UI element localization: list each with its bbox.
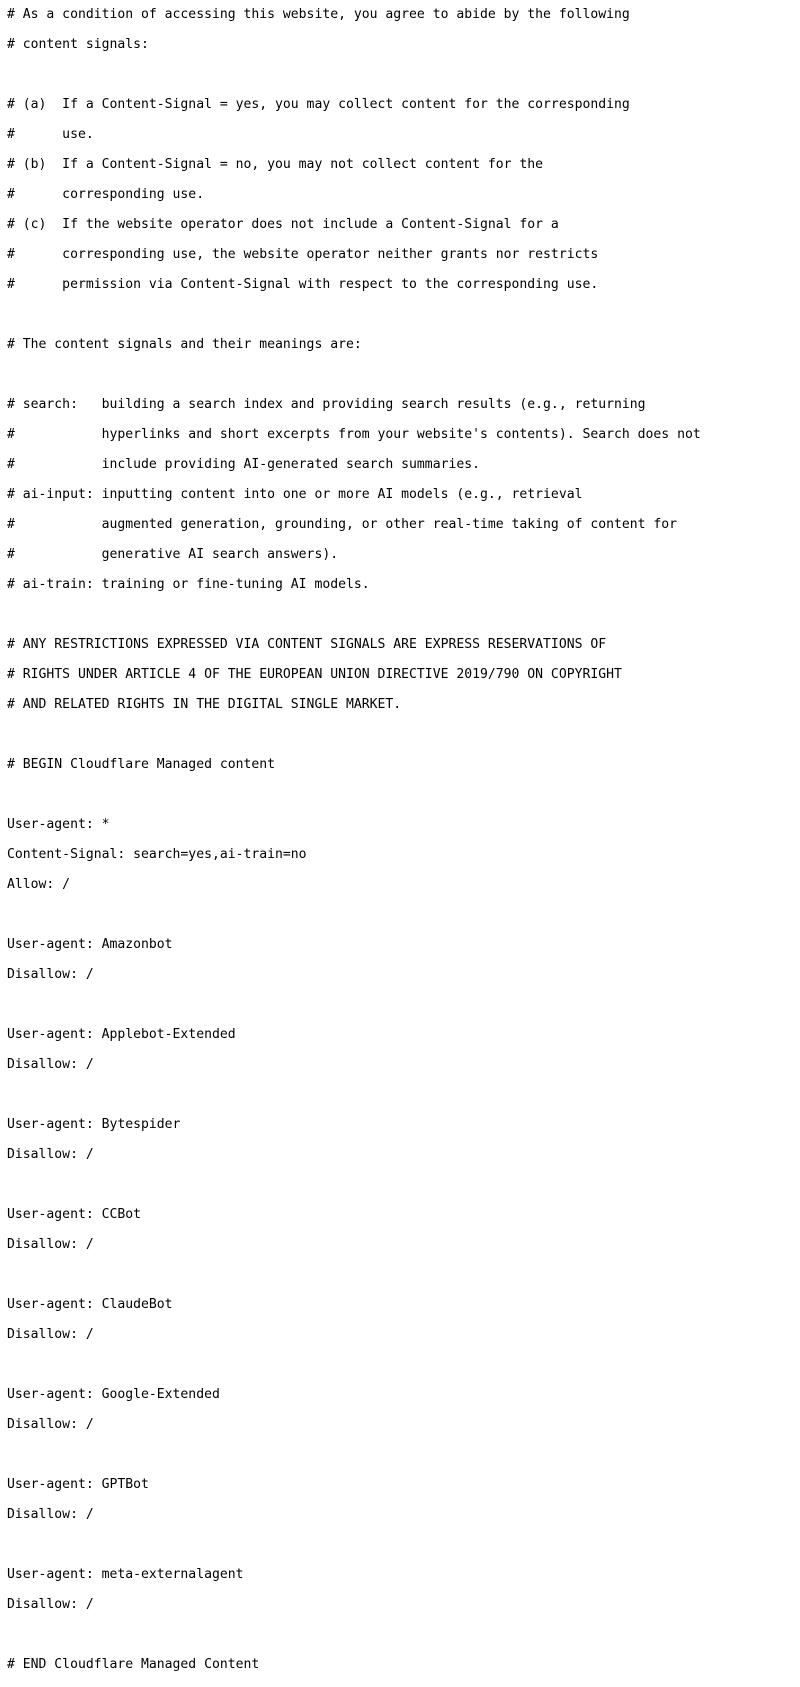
blank-line (7, 727, 701, 742)
robots-txt-document (7, 7, 701, 1687)
blank-line (7, 787, 701, 802)
blank-line (7, 1537, 701, 1552)
comment-line: # generative AI search answers). (7, 547, 339, 562)
allow-line: Allow: / (7, 877, 71, 892)
disallow-line: Disallow: / (7, 1597, 94, 1612)
comment-line: # ai-train: training or fine-tuning AI models. (7, 577, 370, 592)
blank-line (7, 607, 701, 622)
blank-line (7, 907, 701, 922)
user-agent-line: User-agent: Google-Extended (7, 1387, 220, 1402)
blank-line (7, 1627, 701, 1642)
comment-line: # BEGIN Cloudflare Managed content (7, 757, 276, 772)
blank-line (7, 997, 701, 1012)
comment-line: # corresponding use. (7, 187, 205, 202)
disallow-line: Disallow: / (7, 1507, 94, 1522)
comment-line: # (a) If a Content-Signal = yes, you may collect content for the corresponding (7, 97, 630, 112)
comment-line: # (b) If a Content-Signal = no, you may not collect content for the (7, 157, 544, 172)
blank-line (7, 367, 701, 382)
user-agent-line: User-agent: CCBot (7, 1207, 142, 1222)
blank-line (7, 1087, 701, 1102)
disallow-line: Disallow: / (7, 1327, 94, 1342)
disallow-line: Disallow: / (7, 1417, 94, 1432)
user-agent-line: User-agent: * (7, 817, 110, 832)
comment-line: # RIGHTS UNDER ARTICLE 4 OF THE EUROPEAN UNION DIRECTIVE 2019/790 ON COPYRIGHT (7, 667, 622, 682)
user-agent-line: User-agent: Amazonbot (7, 937, 173, 952)
user-agent-line: User-agent: GPTBot (7, 1477, 149, 1492)
comment-line: # The content signals and their meanings are: (7, 337, 362, 352)
user-agent-line: User-agent: ClaudeBot (7, 1297, 173, 1312)
user-agent-line: User-agent: Applebot-Extended (7, 1027, 236, 1042)
comment-line: # use. (7, 127, 94, 142)
comment-line: # ai-input: inputting content into one or more AI models (e.g., retrieval (7, 487, 583, 502)
content-signal-line: Content-Signal: search=yes,ai-train=no (7, 847, 307, 862)
disallow-line: Disallow: / (7, 1057, 94, 1072)
comment-line: # ANY RESTRICTIONS EXPRESSED VIA CONTENT SIGNALS ARE EXPRESS RESERVATIONS OF (7, 637, 607, 652)
disallow-line: Disallow: / (7, 967, 94, 982)
disallow-line: Disallow: / (7, 1147, 94, 1162)
comment-line: # AND RELATED RIGHTS IN THE DIGITAL SINGLE MARKET. (7, 697, 402, 712)
blank-line (7, 1267, 701, 1282)
comment-line: # permission via Content-Signal with respect to the corresponding use. (7, 277, 599, 292)
comment-line: # augmented generation, grounding, or other real-time taking of content for (7, 517, 678, 532)
comment-line: # search: building a search index and providing search results (e.g., returning (7, 397, 646, 412)
user-agent-line: User-agent: Bytespider (7, 1117, 181, 1132)
blank-line (7, 67, 701, 82)
comment-line: # corresponding use, the website operator neither grants nor restricts (7, 247, 599, 262)
blank-line (7, 1447, 701, 1462)
blank-line (7, 307, 701, 322)
comment-line: # hyperlinks and short excerpts from your website's contents). Search does not (7, 427, 701, 442)
comment-line: # As a condition of accessing this website, you agree to abide by the following (7, 7, 630, 22)
comment-line: # include providing AI-generated search summaries. (7, 457, 480, 472)
comment-line: # content signals: (7, 37, 149, 52)
blank-line (7, 1177, 701, 1192)
disallow-line: Disallow: / (7, 1237, 94, 1252)
user-agent-line: User-agent: meta-externalagent (7, 1567, 244, 1582)
blank-line (7, 1357, 701, 1372)
comment-line: # END Cloudflare Managed Content (7, 1657, 260, 1672)
comment-line: # (c) If the website operator does not include a Content-Signal for a (7, 217, 559, 232)
